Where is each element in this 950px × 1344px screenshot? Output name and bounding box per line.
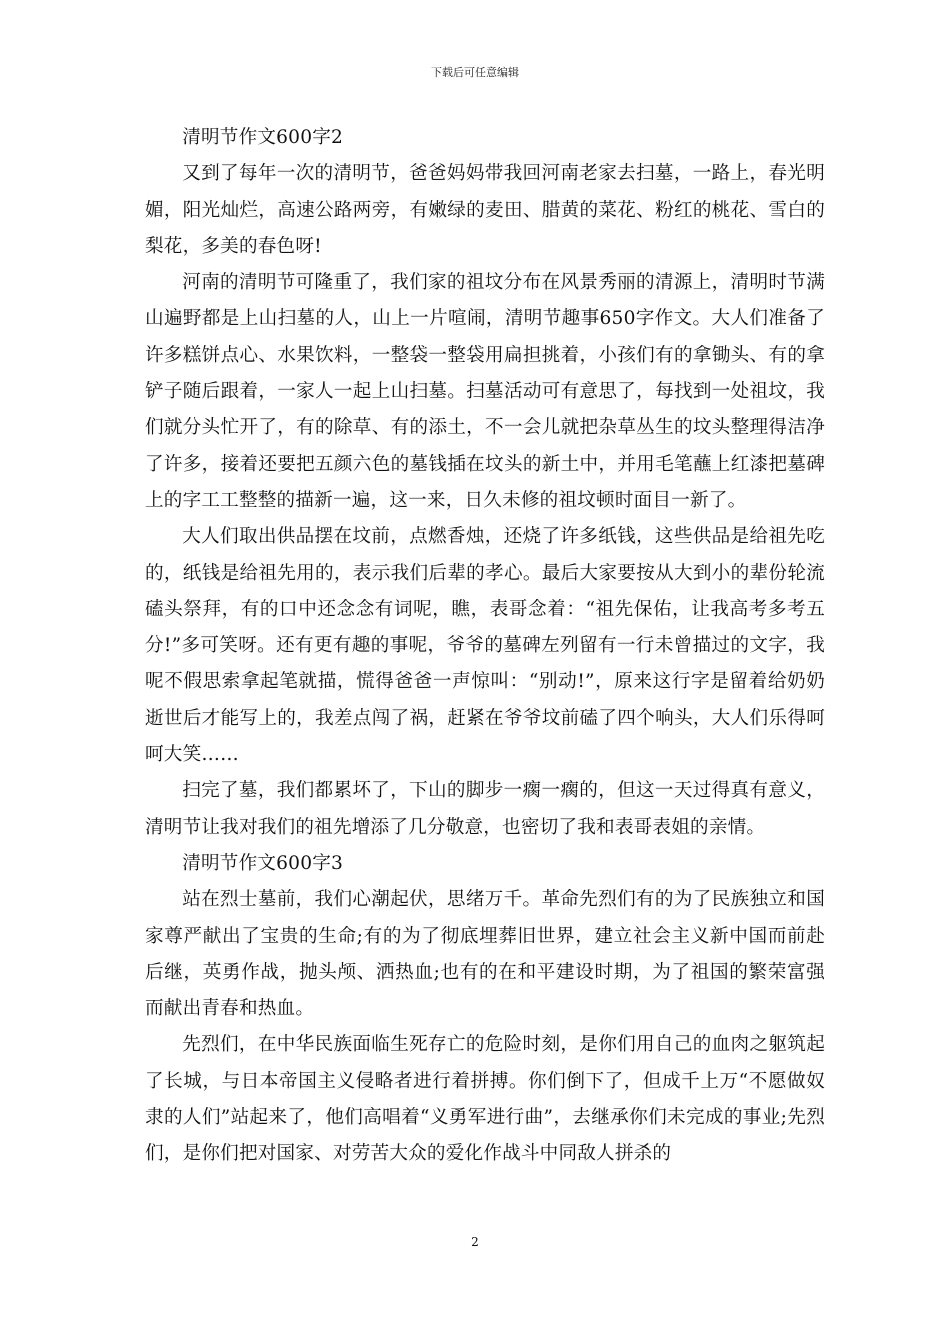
- paragraph-3: 大人们取出供品摆在坟前，点燃香烛，还烧了许多纸钱，这些供品是给祖先吃的，纸钱是给祖先用的，表示我们后辈的孝心。最后大家要按从大到小的辈份轮流磕头祭拜，有的口中还念念有词呢，瞧，表哥念着：“祖先保佑，让我高考多考五分!”多可笑呀。还有更有趣的事呢，爷爷的墓碑左列留有一行未曾描过的文字，我呢不假思索拿起笔就描，慌得爸爸一声惊叫：“别动!”，原来这行字是留着给奶奶逝世后才能写上的，我差点闯了祸，赶紧在爷爷坟前磕了四个响头，大人们乐得呵呵大笑……: [145, 526, 825, 766]
- page-number: 2: [471, 1235, 479, 1249]
- paragraph-1: 又到了每年一次的清明节，爸爸妈妈带我回河南老家去扫墓，一路上，春光明媚，阳光灿烂，高速公路两旁，有嫩绿的麦田、腊黄的菜花、粉红的桃花、雪白的梨花，多美的春色呀!: [145, 163, 825, 257]
- paragraph-4: 扫完了墓，我们都累坏了，下山的脚步一瘸一瘸的，但这一天过得真有意义，清明节让我对我们的祖先增添了几分敬意，也密切了我和表哥表姐的亲情。: [145, 780, 825, 838]
- document-body: [145, 120, 825, 1173]
- section-heading-2: 清明节作文600字2: [182, 127, 344, 148]
- section-heading-3: 清明节作文600字3: [182, 852, 344, 874]
- paragraph-2: 河南的清明节可隆重了，我们家的祖坟分布在风景秀丽的清源上，清明时节满山遍野都是上山扫墓的人，山上一片喧闹，清明节趣事650字作文。大人们准备了许多糕饼点心、水果饮料，一整袋一整袋用扁担挑着，小孩们有的拿锄头、有的拿铲子随后跟着，一家人一起上山扫墓。扫墓活动可有意思了，每找到一处祖坟，我们就分头忙开了，有的除草、有的添土，不一会儿就把杂草丛生的坟头整理得洁净了许多，接着还要把五颜六色的墓钱插在坟头的新土中，并用毛笔蘸上红漆把墓碑上的字工工整整的描新一遍，这一来，日久未修的祖坟顿时面目一新了。: [145, 272, 825, 511]
- paragraph-6: 先烈们，在中华民族面临生死存亡的危险时刻，是你们用自己的血肉之躯筑起了长城，与日本帝国主义侵略者进行着拼搏。你们倒下了，但成千上万“不愿做奴隶的人们”站起来了，他们高唱着“义勇军进行曲”，去继承你们未完成的事业;先烈们，是你们把对国家、对劳苦大众的爱化作战斗中同敌人拼杀的: [145, 1034, 825, 1165]
- page-header: 下载后可任意编辑: [431, 66, 519, 79]
- paragraph-5: 站在烈士墓前，我们心潮起伏，思绪万千。革命先烈们有的为了民族独立和国家尊严献出了宝贵的生命;有的为了彻底埋葬旧世界，建立社会主义新中国而前赴后继，英勇作战，抛头颅、洒热血;也有的在和平建设时期，为了祖国的繁荣富强而献出青春和热血。: [145, 889, 825, 1020]
